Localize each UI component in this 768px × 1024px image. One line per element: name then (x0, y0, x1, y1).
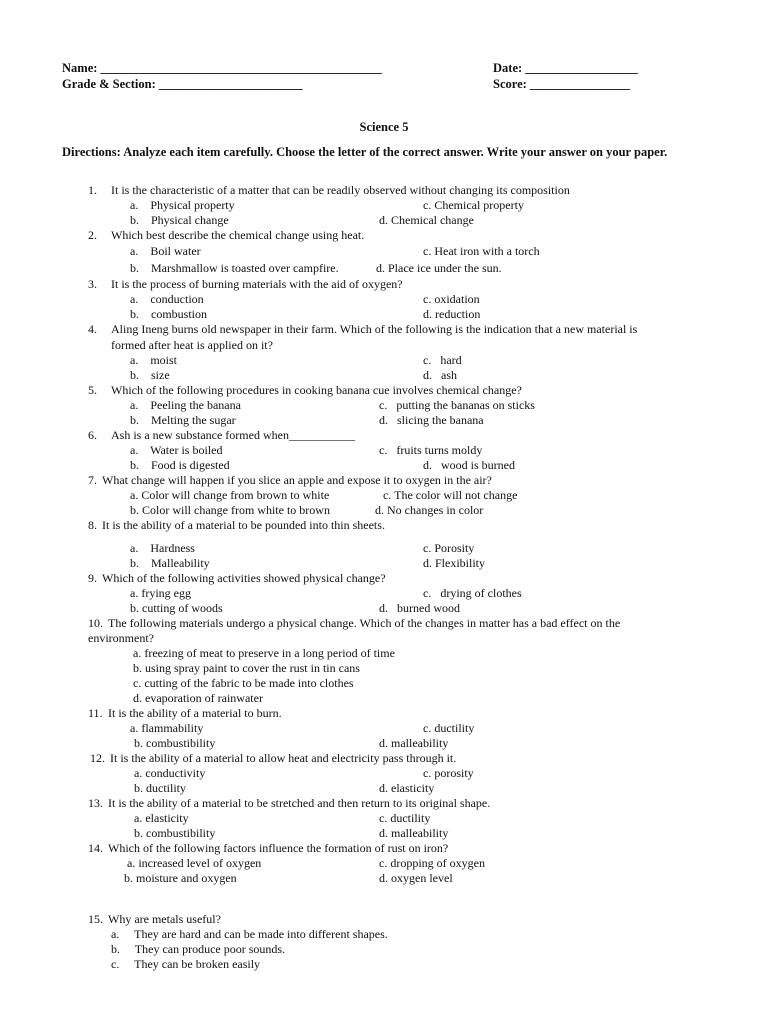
option-c: c. The color will not change (383, 488, 518, 502)
option-b: b. Color will change from white to brown (130, 503, 330, 517)
option-row (0, 826, 768, 841)
option-c: c. Heat iron with a torch (423, 244, 540, 258)
option-a: a. Boil water (130, 244, 201, 258)
option-row (0, 353, 768, 368)
option-d: d. burned wood (379, 601, 460, 615)
option-row (0, 213, 768, 228)
option-row (0, 307, 768, 322)
option-row (0, 721, 768, 736)
option-row (0, 871, 768, 886)
question-11 (0, 706, 768, 721)
question-text: It is the process of burning materials with the aid of oxygen? (111, 277, 403, 291)
question-list (0, 183, 768, 972)
option-row (0, 488, 768, 503)
name-field: Name: _____________________________________________ (62, 61, 382, 75)
option-row (0, 781, 768, 796)
option-row (0, 503, 768, 518)
option-c: c. oxidation (423, 292, 480, 306)
question-6 (0, 428, 768, 443)
option-a: a. conduction (130, 292, 204, 306)
option-a: a. moist (130, 353, 177, 367)
option-row (0, 260, 768, 277)
option-a: a. freezing of meat to preserve in a long period of time (133, 646, 395, 660)
option-c: c. putting the bananas on sticks (379, 398, 535, 412)
question-number: 1. (88, 183, 97, 197)
option-row (0, 556, 768, 571)
question-7 (0, 473, 768, 488)
question-number: 5. (88, 383, 97, 397)
option-c: c. cutting of the fabric to be made into clothes (133, 676, 354, 690)
option-d: d. Place ice under the sun. (376, 261, 502, 275)
option-d: d. Flexibility (423, 556, 486, 570)
question-13 (0, 796, 768, 811)
option-d: d. reduction (423, 307, 481, 321)
option-a: a. Hardness (130, 541, 195, 555)
option-c: c. dropping of oxygen (379, 856, 485, 870)
option-b: b. Melting the sugar (130, 413, 236, 427)
option-d: d. malleability (379, 826, 449, 840)
option-b: b. moisture and oxygen (124, 871, 237, 885)
score-field: Score: ________________ (493, 77, 630, 91)
question-text: What change will happen if you slice an apple and expose it to oxygen in the air? (102, 473, 492, 487)
page-title: Science 5 (359, 120, 409, 134)
question-14 (0, 841, 768, 856)
question-4-continued (0, 338, 768, 353)
option-b: b. cutting of woods (130, 601, 223, 615)
option-row (0, 766, 768, 781)
option-row (0, 458, 768, 473)
option-b: b. using spray paint to cover the rust in tin cans (133, 661, 360, 675)
question-text: Which best describe the chemical change using heat. (111, 228, 365, 242)
option-b: b. Physical change (130, 213, 229, 227)
option-row (0, 927, 768, 942)
question-number: 8. (88, 518, 97, 532)
option-d: d. No changes in color (375, 503, 484, 517)
option-row (0, 443, 768, 458)
question-text-continued: formed after heat is applied on it? (111, 338, 273, 352)
question-1 (0, 183, 768, 198)
question-3 (0, 277, 768, 292)
option-d: d. oxygen level (379, 871, 453, 885)
option-c: c. Porosity (423, 541, 475, 555)
header (62, 61, 702, 93)
option-b: b. ductility (134, 781, 186, 795)
option-b: b. combustion (130, 307, 207, 321)
question-number: 13. (88, 796, 103, 810)
option-b: b. They can produce poor sounds. (111, 942, 286, 956)
question-number: 9. (88, 571, 97, 585)
option-row (0, 661, 768, 676)
question-text: It is the characteristic of a matter that can be readily observed without changing its composition (111, 183, 570, 197)
option-a: a. increased level of oxygen (127, 856, 262, 870)
date-field: Date: __________________ (493, 61, 638, 75)
question-number: 2. (88, 228, 97, 242)
option-row (0, 957, 768, 972)
question-4 (0, 322, 768, 338)
question-9 (0, 571, 768, 586)
option-c: c. porosity (423, 766, 474, 780)
question-text: It is the ability of a material to be stretched and then return to its original shape. (108, 796, 491, 810)
option-row (0, 292, 768, 307)
question-text: Ash is a new substance formed when___________ (111, 428, 355, 442)
grade-section-field: Grade & Section: _______________________ (62, 77, 303, 91)
option-row (0, 243, 768, 260)
question-text: Aling Ineng burns old newspaper in their farm. Which of the following is the indication that a new material is (111, 322, 638, 336)
option-b: b. combustibility (134, 826, 216, 840)
option-row (0, 368, 768, 383)
option-c: c. Chemical property (423, 198, 524, 212)
question-number: 12. (90, 751, 105, 765)
question-10 (0, 616, 768, 631)
question-number: 14. (88, 841, 103, 855)
question-10-continued (0, 631, 768, 646)
question-number: 10. (88, 616, 103, 630)
option-b: b. Food is digested (130, 458, 230, 472)
option-row (0, 198, 768, 213)
directions: Directions: Analyze each item carefully. Choose the letter of the correct answer. Write your answer on your paper. (62, 145, 668, 159)
option-c: c. hard (423, 353, 462, 367)
question-8 (0, 518, 768, 541)
option-d: d. Chemical change (379, 213, 474, 227)
option-a: a. flammability (130, 721, 204, 735)
question-number: 11. (88, 706, 103, 720)
option-d: d. malleability (379, 736, 449, 750)
option-a: a. elasticity (134, 811, 189, 825)
option-c: c. ductility (423, 721, 475, 735)
question-5 (0, 383, 768, 398)
option-row (0, 413, 768, 428)
option-row (0, 601, 768, 616)
option-row (0, 541, 768, 556)
option-row (0, 691, 768, 706)
question-number: 3. (88, 277, 97, 291)
question-text: Why are metals useful? (108, 912, 221, 926)
option-a: a. Color will change from brown to white (130, 488, 330, 502)
question-number: 15. (88, 912, 103, 926)
option-d: d. slicing the banana (379, 413, 484, 427)
option-b: b. size (130, 368, 170, 382)
question-15 (0, 912, 768, 927)
header-row-1 (62, 61, 702, 77)
question-text: It is the ability of a material to be pounded into thin sheets. (102, 518, 385, 532)
option-c: c. They can be broken easily (111, 957, 261, 971)
question-number: 4. (88, 322, 97, 336)
option-d: d. wood is burned (423, 458, 515, 472)
option-row (0, 811, 768, 826)
option-a: a. Water is boiled (130, 443, 223, 457)
option-row (0, 676, 768, 691)
question-text: Which of the following factors influence the formation of rust on iron? (108, 841, 449, 855)
option-d: d. evaporation of rainwater (133, 691, 263, 705)
option-c: c. ductility (379, 811, 431, 825)
option-c: c. fruits turns moldy (379, 443, 483, 457)
option-a: a. frying egg (130, 586, 191, 600)
option-a: a. Peeling the banana (130, 398, 241, 412)
question-number: 7. (88, 473, 97, 487)
option-row (0, 646, 768, 661)
option-a: a. They are hard and can be made into different shapes. (111, 927, 388, 941)
option-row (0, 736, 768, 751)
option-d: d. ash (423, 368, 457, 382)
question-text: Which of the following activities showed physical change? (102, 571, 386, 585)
question-12 (0, 751, 768, 766)
option-row (0, 856, 768, 871)
option-row (0, 398, 768, 413)
option-c: c. drying of clothes (423, 586, 522, 600)
question-2 (0, 228, 768, 243)
question-text: It is the ability of a material to allow heat and electricity pass through it. (110, 751, 457, 765)
question-text-continued: environment? (88, 631, 154, 645)
option-a: a. conductivity (134, 766, 206, 780)
option-row (0, 586, 768, 601)
option-a: a. Physical property (130, 198, 235, 212)
question-text: The following materials undergo a physical change. Which of the changes in matter has a bad effect on the (108, 616, 621, 630)
option-d: d. elasticity (379, 781, 435, 795)
option-b: b. Malleability (130, 556, 210, 570)
question-number: 6. (88, 428, 97, 442)
header-row-2 (62, 77, 702, 93)
option-b: b. combustibility (134, 736, 216, 750)
option-b: b. Marshmallow is toasted over campfire. (130, 261, 339, 275)
option-row (0, 942, 768, 957)
question-text: Which of the following procedures in cooking banana cue involves chemical change? (111, 383, 522, 397)
question-text: It is the ability of a material to burn. (108, 706, 282, 720)
